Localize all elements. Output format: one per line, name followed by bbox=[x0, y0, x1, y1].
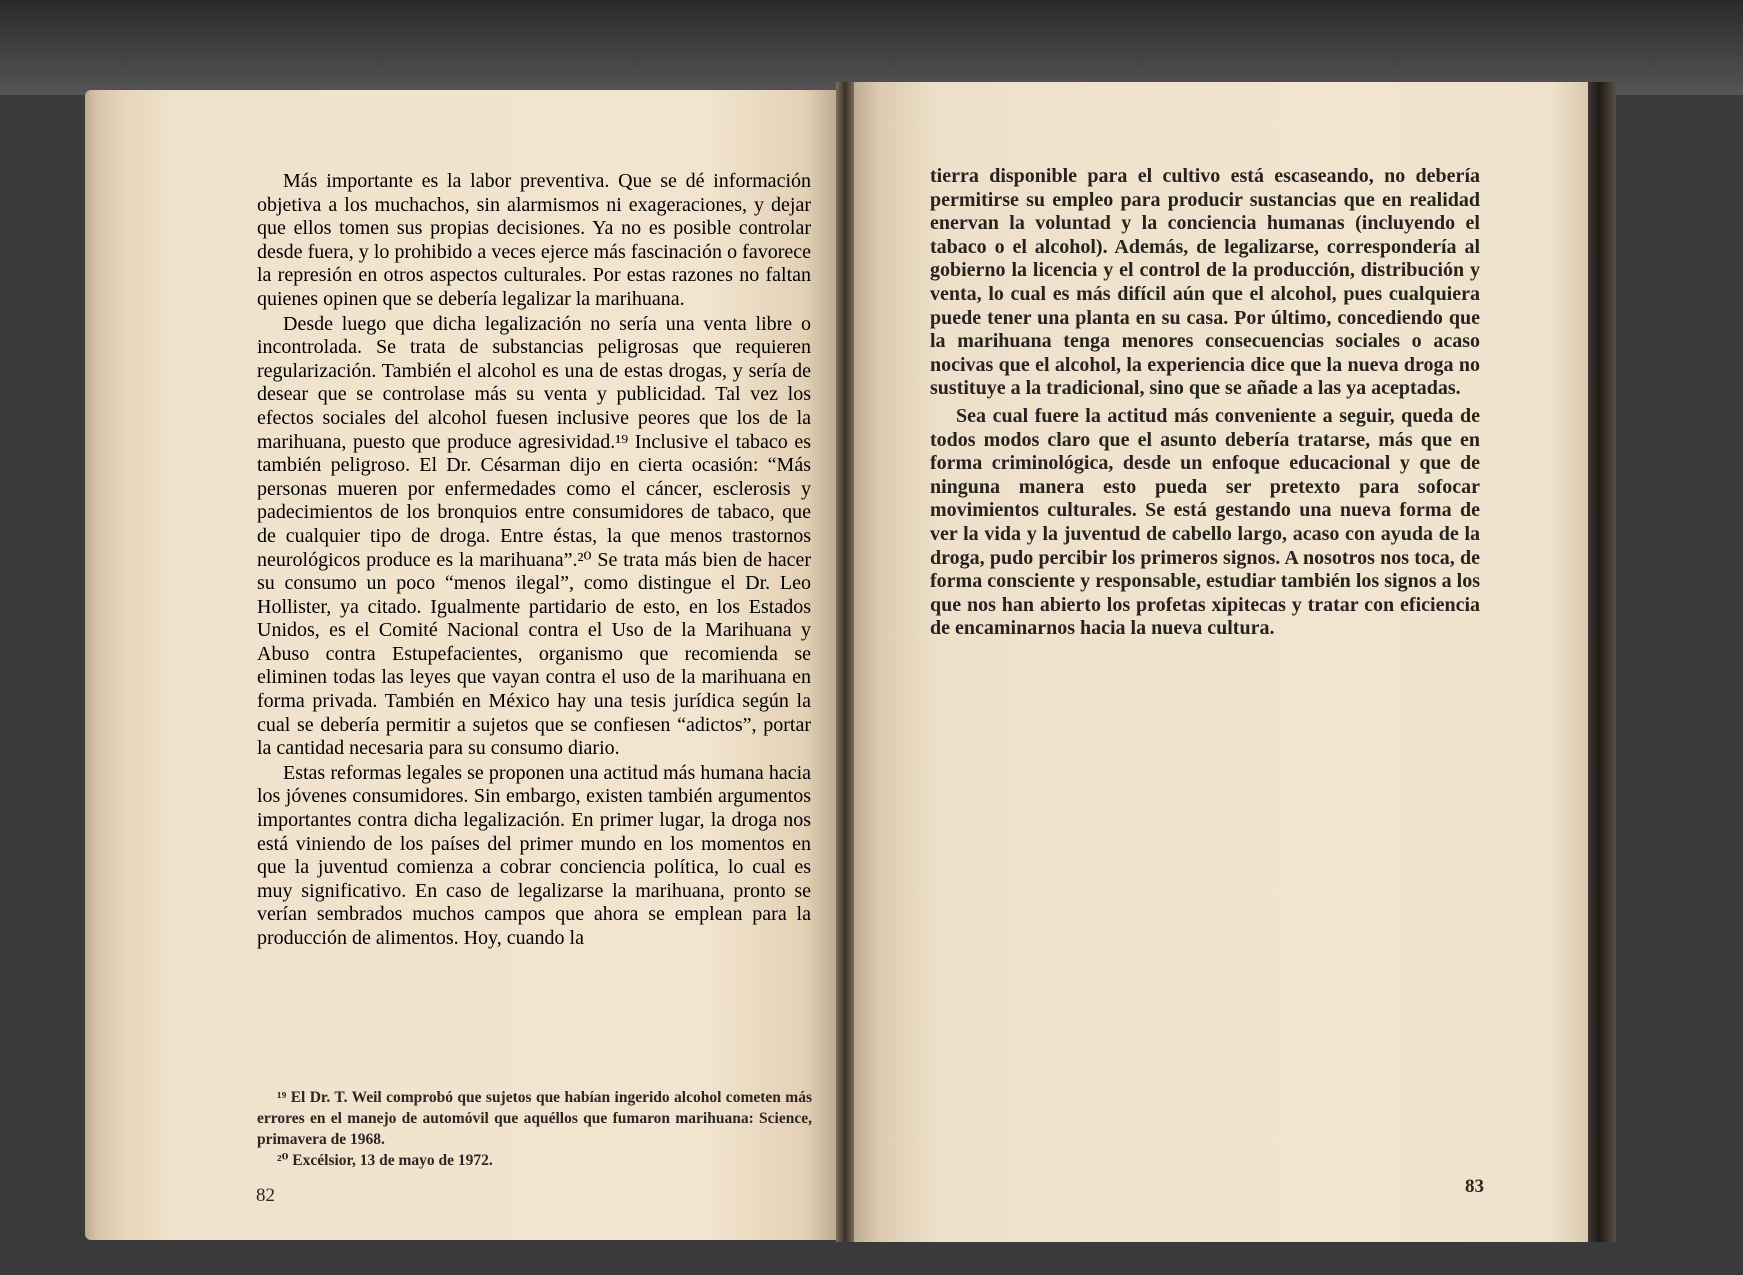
page-number-left: 82 bbox=[256, 1185, 275, 1206]
right-page-text bbox=[930, 165, 1480, 641]
book-gutter bbox=[836, 82, 854, 1242]
page-number-right: 83 bbox=[1465, 1176, 1484, 1197]
paragraph: Estas reformas legales se proponen una actitud más humana hacia los jóvenes consumidores. Sin embargo, existen también argumentos importantes contra dicha legalización. En primer lugar, la droga nos está viniendo de los países del primer mundo en los momentos en que la juventud comienza a cobrar conciencia política, lo cual es muy significativo. En caso de legalizarse la marihuana, pronto se verían sembrados muchos campos que ahora se emplean para la producción de alimentos. Hoy, cuando la bbox=[257, 761, 811, 949]
page-edges bbox=[1588, 82, 1616, 1242]
paragraph: Desde luego que dicha legalización no sería una venta libre o incontrolada. Se trata de substancias peligrosas que requieren regularización. También el alcohol es una de estas drogas, y sería de desear que se controlase más su venta y publicidad. Tal vez los efectos sociales del alcohol fuesen inclusive peores que los de la marihuana, puesto que produce agresividad.¹⁹ Inclusive el tabaco es también peligroso. El Dr. Césarman dijo en cierta ocasión: “Más personas mueren por enfermedades como el cáncer, esclerosis y padecimientos de los bronquios entre consumidores de tabaco, que de cualquier tipo de droga. Entre éstas, la que menos trastornos neurológicos produce es la marihuana”.²⁰ Se trata más bien de hacer su consumo un poco “menos ilegal”, como distingue el Dr. Leo Hollister, ya citado. Igualmente partidario de esto, en los Estados Unidos, es el Comité Nacional contra el Uso de la Marihuana y Abuso contra Estupefacientes, organismo que recomienda se eliminen todas las leyes que vayan contra el uso de la marihuana en forma privada. También en México hay una tesis jurídica según la cual se debería permitir a sujetos que se confiesen “adictos”, portar la cantidad necesaria para su consumo diario. bbox=[257, 312, 811, 760]
paragraph: Más importante es la labor preventiva. Que se dé información objetiva a los muchachos, sin alarmismos ni exageraciones, y dejar que ellos tomen sus propias decisiones. Ya no es posible controlar desde fuera, y lo prohibido a veces ejerce más fascinación o favorece la represión en otros aspectos culturales. Por estas razones no faltan quienes opinen que se debería legalizar la marihuana. bbox=[257, 170, 811, 310]
left-page-text bbox=[257, 170, 811, 951]
footnote-19: ¹⁹ El Dr. T. Weil comprobó que sujetos que habían ingerido alcohol cometen más errores en el manejo de automóvil que aquéllos que fumaron marihuana: Science, primavera de 1968. bbox=[257, 1089, 812, 1148]
paragraph: Sea cual fuere la actitud más conveniente a seguir, queda de todos modos claro que el asunto debería tratarse, más que en forma criminológica, desde un enfoque educacional y que de ninguna manera esto pueda ser pretexto para sofocar movimientos culturales. Se está gestando una nueva forma de ver la vida y la juventud de cabello largo, acaso con ayuda de la droga, pudo percibir los primeros signos. A nosotros nos toca, de forma consciente y responsable, estudiar también los signos a los que nos han abierto los profetas xipitecas y tratar con eficiencia de encaminarnos hacia la nueva cultura. bbox=[930, 404, 1480, 640]
paragraph: tierra disponible para el cultivo está escaseando, no debería permitirse su empleo para producir sustancias que en realidad enervan la voluntad y la conciencia humanas (incluyendo el tabaco o el alcohol). Además, de legalizarse, correspondería al gobierno la licencia y el control de la producción, distribución y venta, lo cual es más difícil aún que el alcohol, pues cualquiera puede tener una planta en su casa. Por último, concediendo que la marihuana tenga menores consecuencias sociales o acaso nocivas que el alcohol, la experiencia dice que la nueva droga no sustituye a la tradicional, sino que se añade a las ya aceptadas. bbox=[930, 165, 1480, 400]
footnotes bbox=[257, 1087, 812, 1171]
footnote-20: ²⁰ Excélsior, 13 de mayo de 1972. bbox=[277, 1152, 493, 1169]
scan-background-top bbox=[0, 0, 1743, 95]
